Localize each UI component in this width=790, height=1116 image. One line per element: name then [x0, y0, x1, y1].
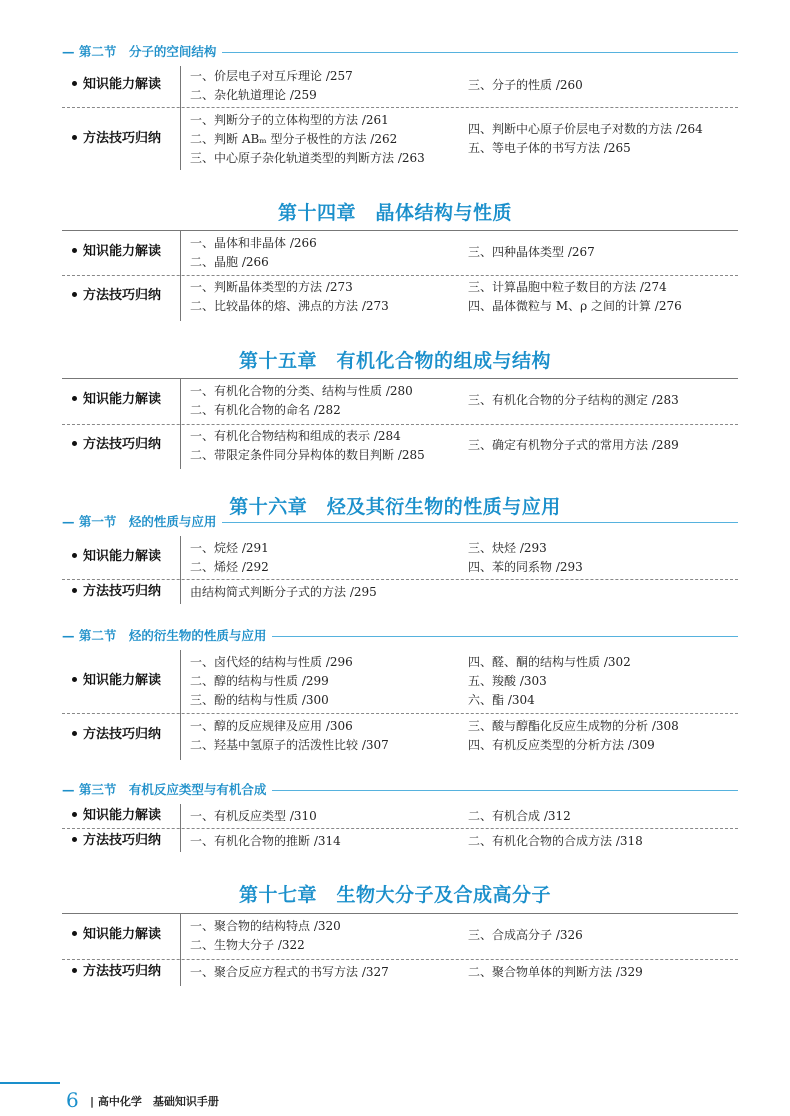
toc-entry[interactable]: 二、生物大分子 /322: [190, 938, 305, 952]
row-divider: [62, 959, 738, 960]
method-label: 方法技巧归纳: [72, 963, 182, 981]
section-header: [62, 782, 738, 798]
toc-entry[interactable]: 二、带限定条件同分异构体的数目判断 /285: [190, 448, 425, 462]
section-header: [62, 514, 738, 530]
toc-entry[interactable]: 四、有机反应类型的分析方法 /309: [468, 738, 655, 752]
page-number: 6: [66, 1088, 79, 1112]
bullet-icon: [72, 677, 77, 682]
toc-entry[interactable]: 二、有机合成 /312: [468, 809, 571, 823]
toc-entry[interactable]: 一、晶体和非晶体 /266: [190, 236, 317, 250]
toc-entry[interactable]: 三、炔烃 /293: [468, 541, 547, 555]
toc-entry[interactable]: 二、晶胞 /266: [190, 255, 269, 269]
bullet-icon: [72, 837, 77, 842]
toc-entry[interactable]: 三、酸与醇酯化反应生成物的分析 /308: [468, 719, 679, 733]
bullet-icon: [72, 812, 77, 817]
toc-entry[interactable]: 二、有机化合物的合成方法 /318: [468, 834, 643, 848]
toc-entry[interactable]: 一、有机化合物的推断 /314: [190, 834, 341, 848]
method-label: 方法技巧归纳: [72, 583, 182, 601]
row-divider: [62, 713, 738, 714]
bullet-icon: [72, 731, 77, 736]
bullet-icon: [72, 292, 77, 297]
knowledge-label: 知识能力解读: [72, 391, 182, 409]
bullet-icon: [72, 135, 77, 140]
toc-entry[interactable]: 六、酯 /304: [468, 693, 535, 707]
knowledge-label: 知识能力解读: [72, 548, 182, 566]
method-label: 方法技巧归纳: [72, 832, 182, 850]
toc-entry[interactable]: 二、有机化合物的命名 /282: [190, 403, 341, 417]
toc-entry[interactable]: 一、判断分子的立体构型的方法 /261: [190, 113, 389, 127]
toc-entry[interactable]: 四、晶体微粒与 M、ρ 之间的计算 /276: [468, 299, 682, 313]
method-label: 方法技巧归纳: [72, 726, 182, 744]
method-label: 方法技巧归纳: [72, 130, 182, 148]
toc-entry[interactable]: 一、卤代烃的结构与性质 /296: [190, 655, 353, 669]
bullet-icon: [72, 968, 77, 973]
bullet-icon: [72, 396, 77, 401]
toc-entry[interactable]: 一、有机化合物结构和组成的表示 /284: [190, 429, 401, 443]
toc-entry[interactable]: 五、等电子体的书写方法 /265: [468, 141, 631, 155]
toc-entry[interactable]: 二、判断 ABₘ 型分子极性的方法 /262: [190, 132, 398, 146]
toc-entry[interactable]: 四、醛、酮的结构与性质 /302: [468, 655, 631, 669]
toc-entry[interactable]: 二、烯烃 /292: [190, 560, 269, 574]
row-divider: [62, 579, 738, 580]
section-title: — 第二节 分子的空间结构: [62, 44, 222, 60]
toc-entry[interactable]: 三、中心原子杂化轨道类型的判断方法 /263: [190, 151, 425, 165]
knowledge-label: 知识能力解读: [72, 807, 182, 825]
method-label: 方法技巧归纳: [72, 436, 182, 454]
row-divider: [62, 424, 738, 425]
toc-entry[interactable]: 一、有机化合物的分类、结构与性质 /280: [190, 384, 413, 398]
chapter-title: 第十六章 烃及其衍生物的性质与应用: [229, 496, 561, 518]
toc-entry[interactable]: 三、计算晶胞中粒子数目的方法 /274: [468, 280, 667, 294]
bullet-icon: [72, 553, 77, 558]
toc-entry[interactable]: 三、酚的结构与性质 /300: [190, 693, 329, 707]
knowledge-label: 知识能力解读: [72, 243, 182, 261]
chapter-title: 第十四章 晶体结构与性质: [277, 202, 512, 224]
toc-entry[interactable]: 二、醇的结构与性质 /299: [190, 674, 329, 688]
toc-entry[interactable]: 三、有机化合物的分子结构的测定 /283: [468, 393, 679, 407]
toc-entry[interactable]: 二、羟基中氢原子的活泼性比较 /307: [190, 738, 389, 752]
knowledge-label: 知识能力解读: [72, 926, 182, 944]
toc-entry[interactable]: 四、判断中心原子价层电子对数的方法 /264: [468, 122, 703, 136]
toc-entry[interactable]: 三、四种晶体类型 /267: [468, 245, 595, 259]
bullet-icon: [72, 248, 77, 253]
knowledge-label: 知识能力解读: [72, 672, 182, 690]
section-header: [62, 44, 738, 60]
toc-entry[interactable]: 二、比较晶体的熔、沸点的方法 /273: [190, 299, 389, 313]
toc-entry[interactable]: 二、聚合物单体的判断方法 /329: [468, 965, 643, 979]
chapter-title: 第十五章 有机化合物的组成与结构: [238, 350, 551, 372]
section-title: — 第三节 有机反应类型与有机合成: [62, 782, 272, 798]
section-title: — 第二节 烃的衍生物的性质与应用: [62, 628, 272, 644]
chapter-divider: [62, 230, 738, 231]
chapter-divider: [62, 913, 738, 914]
toc-entry[interactable]: 四、苯的同系物 /293: [468, 560, 583, 574]
bullet-icon: [72, 588, 77, 593]
toc-entry[interactable]: 一、价层电子对互斥理论 /257: [190, 69, 353, 83]
row-divider: [62, 107, 738, 108]
section-header: [62, 628, 738, 644]
bullet-icon: [72, 931, 77, 936]
row-divider: [62, 828, 738, 829]
toc-entry[interactable]: 三、分子的性质 /260: [468, 78, 583, 92]
chapter-divider: [62, 378, 738, 379]
section-title: — 第一节 烃的性质与应用: [62, 514, 222, 530]
knowledge-label: 知识能力解读: [72, 76, 182, 94]
method-label: 方法技巧归纳: [72, 287, 182, 305]
toc-entry[interactable]: 五、羧酸 /303: [468, 674, 547, 688]
toc-entry[interactable]: 三、合成高分子 /326: [468, 928, 583, 942]
bullet-icon: [72, 81, 77, 86]
bullet-icon: [72, 441, 77, 446]
toc-entry[interactable]: 三、确定有机物分子式的常用方法 /289: [468, 438, 679, 452]
toc-entry[interactable]: 一、判断晶体类型的方法 /273: [190, 280, 353, 294]
toc-entry[interactable]: 由结构简式判断分子式的方法 /295: [190, 585, 377, 599]
row-divider: [62, 275, 738, 276]
toc-entry[interactable]: 一、烷烃 /291: [190, 541, 269, 555]
chapter-title: 第十七章 生物大分子及合成高分子: [238, 884, 551, 906]
toc-entry[interactable]: 一、聚合物的结构特点 /320: [190, 919, 341, 933]
toc-entry[interactable]: 二、杂化轨道理论 /259: [190, 88, 317, 102]
toc-entry[interactable]: 一、醇的反应规律及应用 /306: [190, 719, 353, 733]
footer-accent-line: [0, 1082, 60, 1084]
toc-entry[interactable]: 一、有机反应类型 /310: [190, 809, 317, 823]
toc-entry[interactable]: 一、聚合反应方程式的书写方法 /327: [190, 965, 389, 979]
footer-book-title: | 高中化学 基础知识手册: [90, 1095, 219, 1108]
